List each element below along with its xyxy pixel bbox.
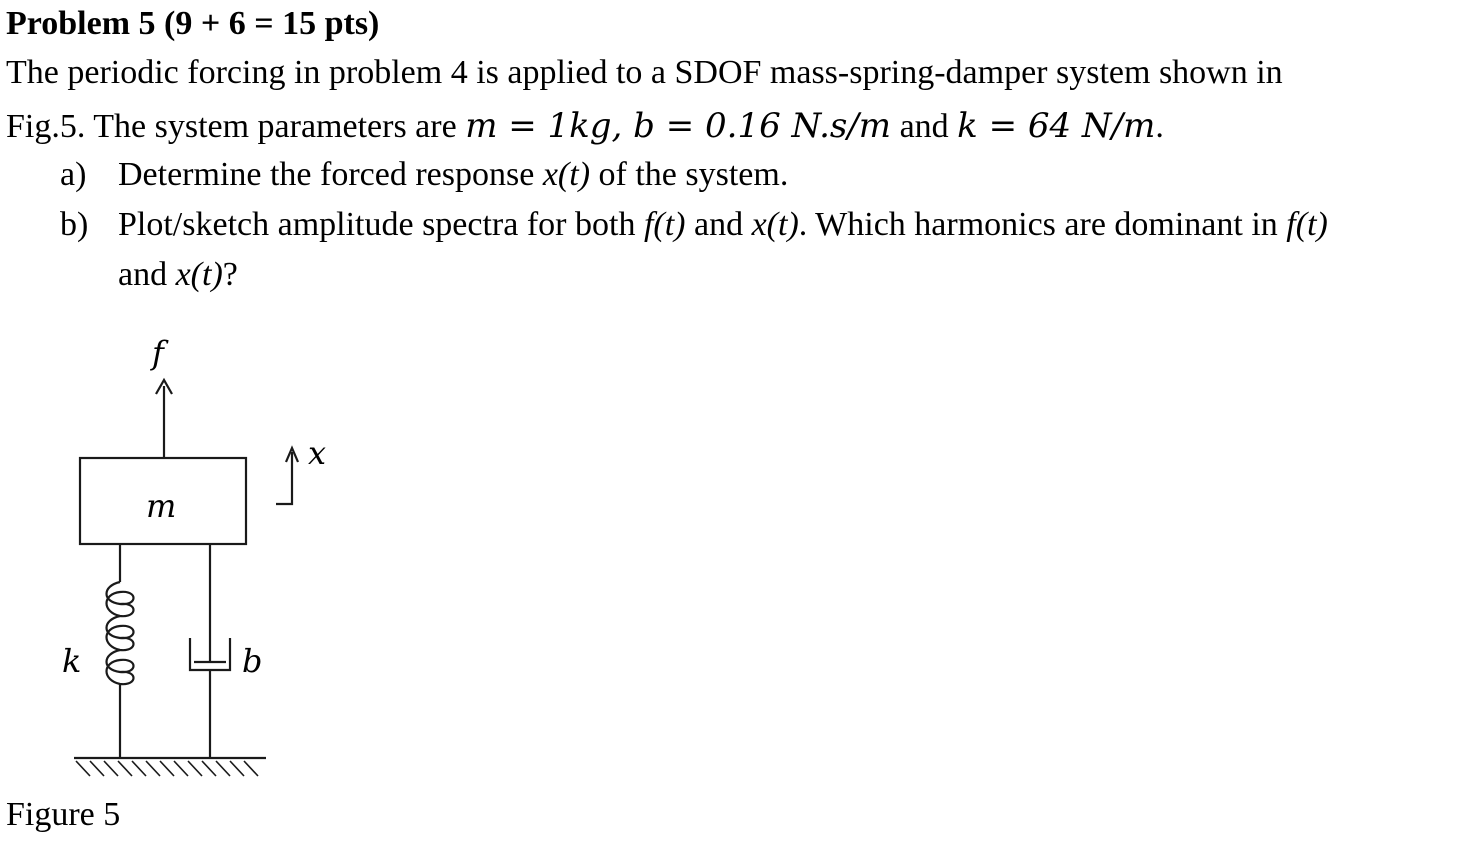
damper-label: b <box>242 642 263 680</box>
spring <box>107 544 134 758</box>
intro-line-2 <box>6 106 1164 146</box>
intro-and: and <box>891 108 958 145</box>
part-a <box>60 156 788 194</box>
part-b-text-3: . Which harmonics are dominant in <box>798 206 1287 243</box>
mass-spring-damper-figure <box>40 320 360 780</box>
damper <box>190 544 230 758</box>
spring-label: k <box>62 642 82 680</box>
part-b-text-1: Plot/sketch amplitude spectra for both <box>118 206 644 243</box>
param-stiffness: k = 64 N/m <box>957 106 1156 146</box>
part-b <box>60 206 1328 244</box>
part-b-var-x: x(t) <box>751 206 799 243</box>
part-a-marker: a) <box>60 156 87 193</box>
ground-hatching <box>76 761 258 776</box>
displacement-arrow-shaft <box>276 452 292 504</box>
part-b-cont-text-2: ? <box>222 256 238 293</box>
intro-text-2: Fig.5. The system parameters are <box>6 108 466 145</box>
force-label: f <box>152 334 164 372</box>
part-b-var-f-2: f(t) <box>1286 206 1328 243</box>
part-a-text-1: Determine the forced response <box>118 156 543 193</box>
part-b-marker: b) <box>60 206 89 243</box>
intro-end: . <box>1155 108 1164 145</box>
mass-label: m <box>146 487 177 525</box>
figure-caption: Figure 5 <box>6 796 121 833</box>
param-mass-damping: m = 1kg, b = 0.16 N.s/m <box>465 106 892 146</box>
part-a-var-x: x(t) <box>542 156 591 193</box>
displacement-label: x <box>308 434 327 472</box>
intro-line-1 <box>6 54 1283 92</box>
intro-text-1: The periodic forcing in problem 4 is applied to a SDOF mass-spring-damper system shown in <box>6 54 1283 91</box>
part-b-cont-text-1: and <box>118 256 176 293</box>
part-b-continued <box>118 256 238 294</box>
part-a-text-2: of the system. <box>590 156 789 193</box>
part-b-text-2: and <box>685 206 752 243</box>
part-b-cont-var-x: x(t) <box>175 256 223 293</box>
part-b-var-f: f(t) <box>643 206 686 243</box>
problem-heading: Problem 5 (9 + 6 = 15 pts) <box>6 5 380 42</box>
